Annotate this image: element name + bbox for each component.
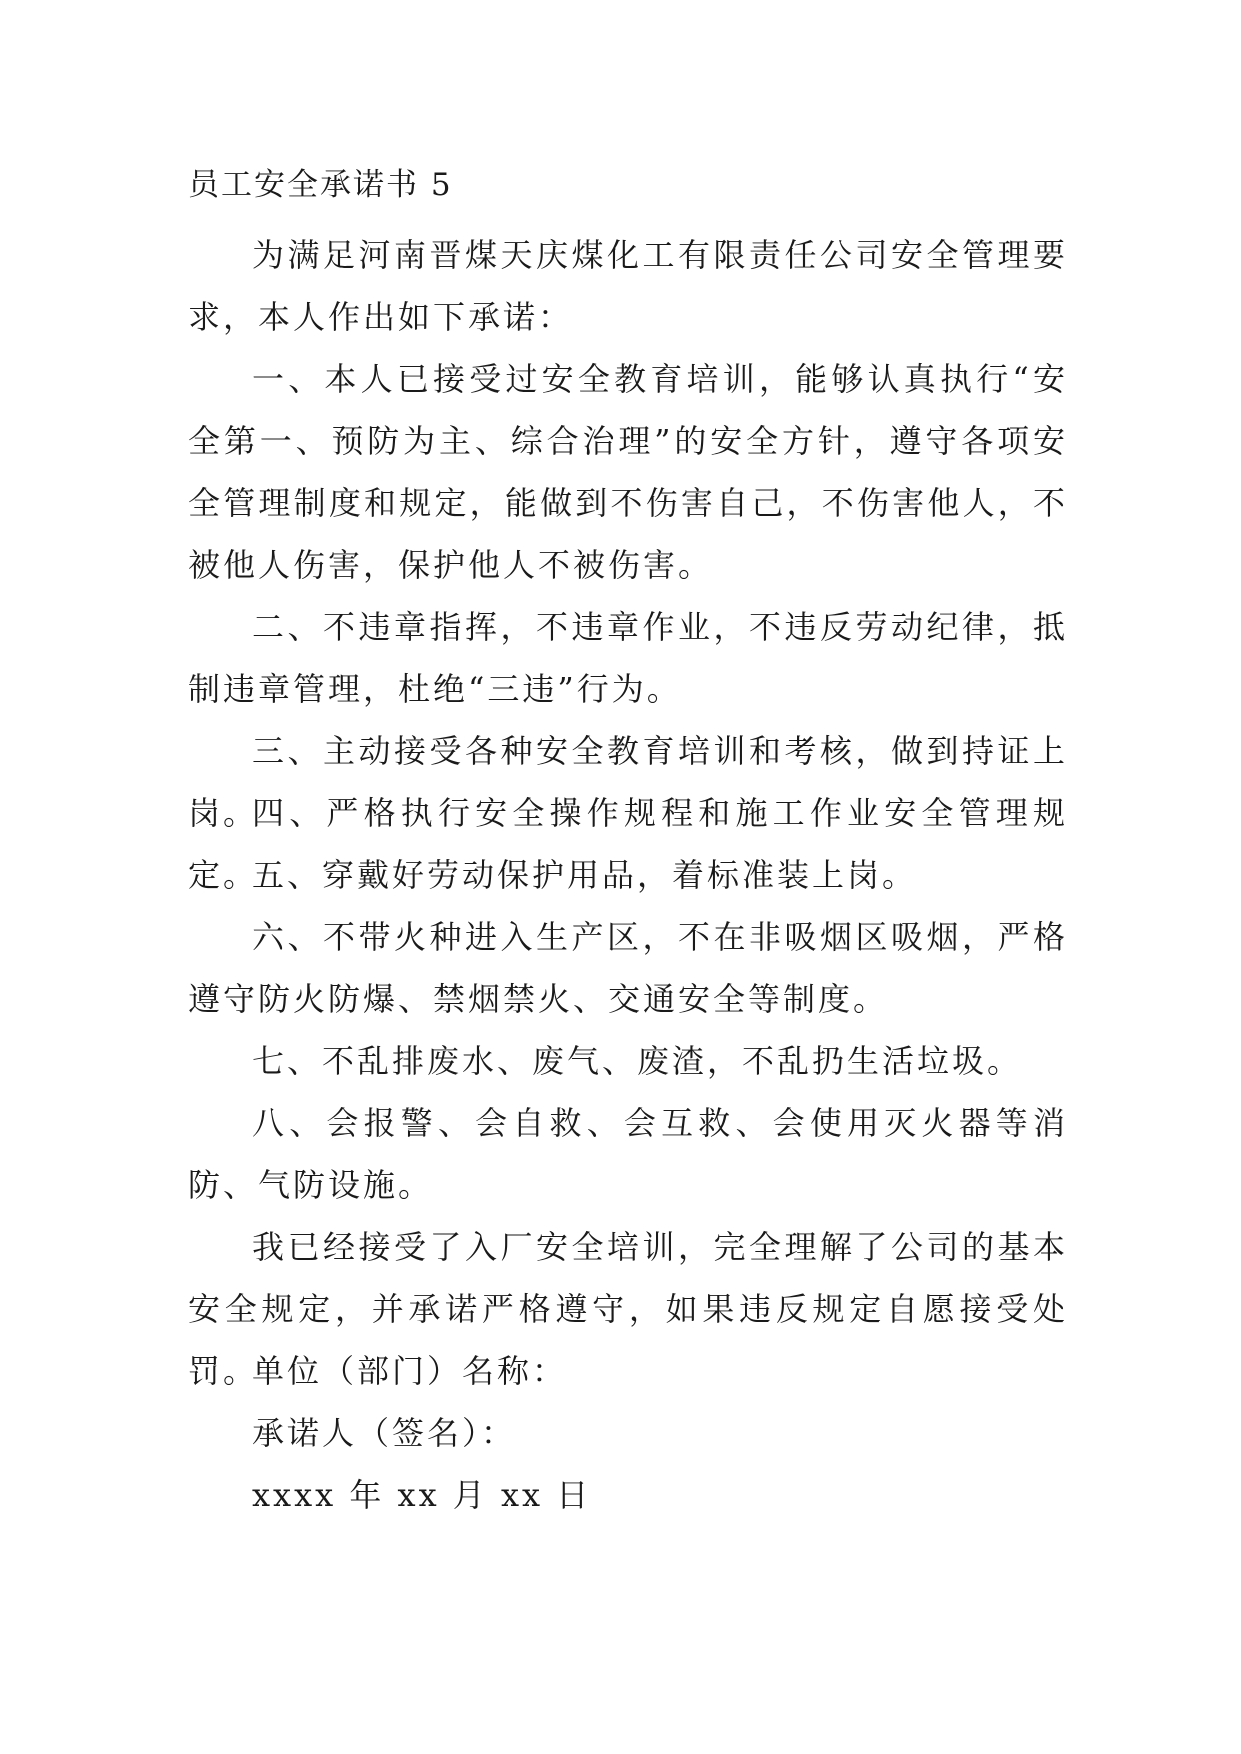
unit-name-label: 单位（部门）名称：	[252, 1352, 568, 1390]
date-line: xxxx 年 xx 月 xx 日	[252, 1476, 592, 1514]
commitment-item-8: 八、会报警、会自救、会互救、会使用灭火器等消防、气防设施。	[188, 1104, 1068, 1204]
commitment-item-3: 三、主动接受各种安全教育培训和考核，做到持证上岗。	[188, 732, 1068, 832]
commitment-item-4: 四、严格执行安全操作规程和施工作业安全管理规定。	[188, 794, 1068, 894]
commitment-item-7: 七、不乱排废水、废气、废渣，不乱扔生活垃圾。	[252, 1042, 1023, 1080]
closing-paragraph: 我已经接受了入厂安全培训，完全理解了公司的基本安全规定，并承诺严格遵守，如果违反规定自愿接受处罚。	[188, 1228, 1068, 1390]
commitment-item-1: 一、本人已接受过安全教育培训，能够认真执行“安全第一、预防为主、综合治理”的安全方针，遵守各项安全管理制度和规定，能做到不伤害自己，不伤害他人，不被他人伤害，保护他人不被伤害。	[188, 360, 1068, 584]
intro-paragraph: 为满足河南晋煤天庆煤化工有限责任公司安全管理要求，本人作出如下承诺：	[188, 236, 1068, 336]
signer-label: 承诺人（签名）：	[252, 1414, 517, 1452]
commitment-item-6: 六、不带火种进入生产区，不在非吸烟区吸烟，严格遵守防火防爆、禁烟禁火、交通安全等制度。	[188, 918, 1068, 1018]
commitment-item-2: 二、不违章指挥，不违章作业，不违反劳动纪律，抵制违章管理，杜绝“三违”行为。	[188, 608, 1068, 708]
commitment-item-5: 五、穿戴好劳动保护用品，着标准装上岗。	[252, 856, 918, 894]
document-title: 员工安全承诺书 5	[188, 167, 453, 203]
